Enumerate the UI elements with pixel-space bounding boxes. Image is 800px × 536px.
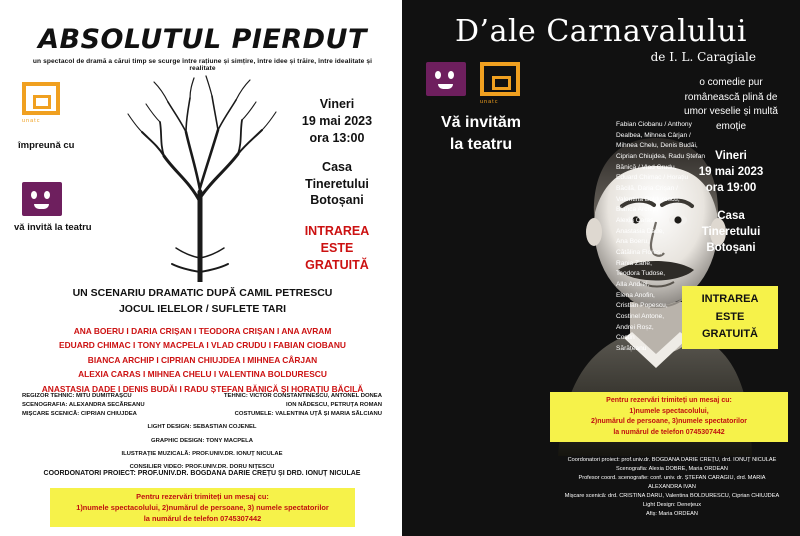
cast-line: Dealbea, Mihnea Cârjan /: [616, 131, 691, 139]
unatc-logo-caption: unatc: [480, 99, 499, 105]
right-free-line1: INTRAREA: [701, 293, 759, 305]
left-poster-credits: [22, 392, 382, 472]
left-free-line3: GRATUITĂ: [305, 258, 369, 272]
cast-line: Costin: [616, 334, 635, 342]
right-poster: [402, 0, 800, 536]
left-event-day: Vineri: [319, 97, 355, 111]
credit-right: ION NĂDESCU, PETRUȚA ROMAN: [286, 402, 382, 409]
left-venue-line1: Casa: [322, 159, 352, 174]
left-poster-reservation-box: [50, 488, 355, 527]
cast-line: Elena Anofin,: [616, 291, 655, 299]
right-venue-line1: Casa: [717, 210, 745, 223]
cast-line: Andrei Roșz,: [616, 323, 654, 331]
left-venue-line2: Tineretului: [305, 176, 369, 191]
script-line-1: UN SCENARIU DRAMATIC DUPĂ CAMIL PETRESCU: [72, 287, 333, 299]
cast-line: Eduard Chimac / Horațiu: [616, 174, 689, 182]
cast-line: Ciprian Chiujdea, Radu Ștefan: [616, 153, 706, 161]
left-event-time: ora 13:00: [309, 130, 365, 145]
cast-line: Bianca Archip,: [616, 206, 659, 214]
left-poster-event-info: [282, 96, 392, 274]
cast-line: Sărățeanu: [616, 345, 647, 353]
left-poster-title: ABSOLUTUL PIERDUT: [38, 24, 367, 55]
credit-line: Scenografia: Alexia DOBRE, Maria ORDEAN: [616, 465, 728, 472]
cast-line: Alexia Caras,: [616, 217, 656, 225]
right-poster-invite: [416, 112, 546, 155]
credit-left: SCENOGRAFIA: ALEXANDRA SECĂREANU: [22, 402, 145, 409]
left-poster-script-credit: [40, 286, 365, 318]
left-poster-coordinators: COORDONATORI PROIECT: PROF.UNIV.DR. BOGDANA DARIE CREȚU ȘI DRD. IONUȚ NICULAE: [43, 470, 361, 477]
credit-line: Afiș: Maria ORDEAN: [646, 510, 698, 517]
cast-line: Fabian Ciobanu / Anthony: [616, 121, 692, 128]
cast-line: Alla Andrei,: [616, 281, 650, 289]
cast-line: Cătălina Flores,: [616, 249, 663, 257]
left-free-line2: ESTE: [320, 241, 354, 256]
cast-line: ANA BOERU I DARIA CRIȘAN I TEODORA CRIȘAN I ANA AVRAM: [73, 326, 332, 336]
right-venue-line3: Botoșani: [706, 242, 756, 255]
left-poster-subtitle: un spectacol de dramă a cărui timp se scurge între rațiune și simțire, între idee și trăire, între idealitate și realitate: [32, 58, 373, 72]
reservation-line: 1)numele spectacolului,: [629, 407, 709, 415]
theatre-mask-icon: [426, 62, 466, 96]
cast-line: ANASTASIA DADE I DENIS BUDĂI I RADU ȘTEFAN BĂNICĂ ȘI HORAȚIU BĂCILĂ: [41, 383, 364, 394]
credit-line: Coordonatori proiect: prof.univ.dr. BOGDANA DARIE CREȚU, drd. IONUȚ NICULAE: [567, 457, 777, 463]
right-poster-title: D’ale Carnavalului: [454, 14, 747, 49]
right-poster-event-info: [676, 76, 786, 257]
reservation-line: la numărul de telefon 0745307442: [143, 514, 262, 524]
credit-line: Light Design: Denețeux: [642, 501, 702, 508]
right-poster-reservation-box: [550, 392, 788, 442]
reservation-line: la numărul de telefon 0745307442: [613, 428, 725, 436]
cast-line: Bănică / Vlad Crudu,: [616, 163, 677, 171]
cast-line: Ana Boeru,: [616, 238, 649, 246]
credit-right: COSTUMELE: VALENTINA UȚĂ ȘI MARIA SĂLCIANU: [234, 411, 382, 418]
left-free-line1: INTRAREA: [304, 224, 370, 239]
credit-left: MIȘCARE SCENICĂ: CIPRIAN CHIUJDEA: [22, 411, 137, 418]
cast-line: EDUARD CHIMAC I TONY MACPELA I VLAD CRUDU I FABIAN CIOBANU: [59, 340, 346, 351]
cast-line: BIANCA ARCHIP I CIPRIAN CHIUJDEA I MIHNEA CÂRJAN: [87, 354, 318, 365]
cast-line: Rania Zane,: [616, 259, 652, 267]
credit-line: Mișcare scenică: drd. CRISTINA DARU, Valentina BOLDURESCU, Ciprian CHIUJDEA: [564, 492, 780, 499]
tree-illustration: [120, 72, 280, 282]
right-event-time: ora 19:00: [705, 182, 757, 195]
reservation-line: Pentru rezervări trimiteți un mesaj cu:: [606, 397, 732, 404]
right-poster-author: de I. L. Caragiale: [650, 50, 756, 64]
reservation-line: 1)numele spectacolului, 2)numărul de persoane, 3) numele spectatorilor: [76, 503, 329, 513]
right-event-date: 19 mai 2023: [698, 166, 764, 179]
right-venue-line2: Tineretului: [701, 226, 761, 239]
unatc-frame-icon: [22, 82, 60, 115]
cast-line: Valentina Boldurescu,: [616, 195, 680, 203]
credit-line: ALEXANDRA IVAN: [648, 483, 696, 490]
left-event-date: 19 mai 2023: [301, 113, 373, 128]
credit-line: Profesor coord. scenografie: conf. univ. dr. ȘTEFAN CARAGIU, drd. MARIA: [578, 474, 766, 481]
right-event-day: Vineri: [715, 150, 747, 162]
reservation-line: Pentru rezervări trimiteți un mesaj cu:: [136, 492, 269, 501]
right-free-line2: ESTE: [715, 310, 745, 323]
right-poster-tagline: o comedie pur românească plină de umor veselie și multă emoție: [684, 77, 778, 132]
cast-line: ALEXIA CARAS I MIHNEA CHELU I VALENTINA BOLDURESCU: [78, 369, 327, 380]
unatc-logo: [480, 62, 526, 105]
cast-line: Cristian Popescu,: [616, 302, 668, 310]
credit-center: ILUSTRAȚIE MUZICALĂ: PROF.UNIV.DR. IONUȚ NICULAE: [121, 450, 283, 457]
cast-line: Costinel Antone,: [616, 313, 665, 321]
cast-line: Băcilă, Daria Crișan /: [616, 185, 678, 193]
right-poster-free-entry-box: [682, 286, 778, 349]
left-poster-invite-text: vă invită la teatru: [14, 222, 92, 233]
right-poster-credits: [552, 456, 792, 519]
cast-line: Teodora Tudose,: [616, 270, 666, 278]
left-poster-cast: [20, 324, 385, 396]
invite-line-2: la teatru: [449, 135, 513, 153]
credit-center: CONSILIER VIDEO: PROF.UNIV.DR. DORU NIȚESCU: [129, 463, 275, 470]
reservation-line: 2)numărul de persoane, 3)numele spectatorilor: [591, 418, 747, 425]
cast-line: Mihnea Chelu, Denis Budăi,: [616, 142, 698, 150]
theatre-mask-icon: [22, 182, 62, 216]
left-venue-line3: Botoșani: [310, 193, 364, 208]
credit-right: TEHNIC: VICTOR CONSTANTINESCU, ANTONEL DONEA: [223, 393, 382, 399]
credit-center: GRAPHIC DESIGN: TONY MACPELA: [151, 437, 253, 444]
left-poster-together-text: împreună cu: [18, 140, 75, 151]
script-line-2: JOCUL IELELOR / SUFLETE TARI: [118, 302, 287, 315]
right-free-line3: GRATUITĂ: [701, 328, 758, 341]
unatc-frame-icon: [480, 62, 520, 96]
unatc-logo: [22, 82, 64, 124]
credit-center: LIGHT DESIGN: SEBASTIAN COJENEL: [147, 424, 257, 431]
cast-line: Anastasia Dade,: [616, 227, 665, 235]
invite-line-1: Vă invităm: [440, 114, 522, 131]
unatc-logo-caption: unatc: [22, 118, 41, 124]
credit-left: REGIZOR TEHNIC: MITU DUMITRAȘCU: [22, 393, 132, 399]
